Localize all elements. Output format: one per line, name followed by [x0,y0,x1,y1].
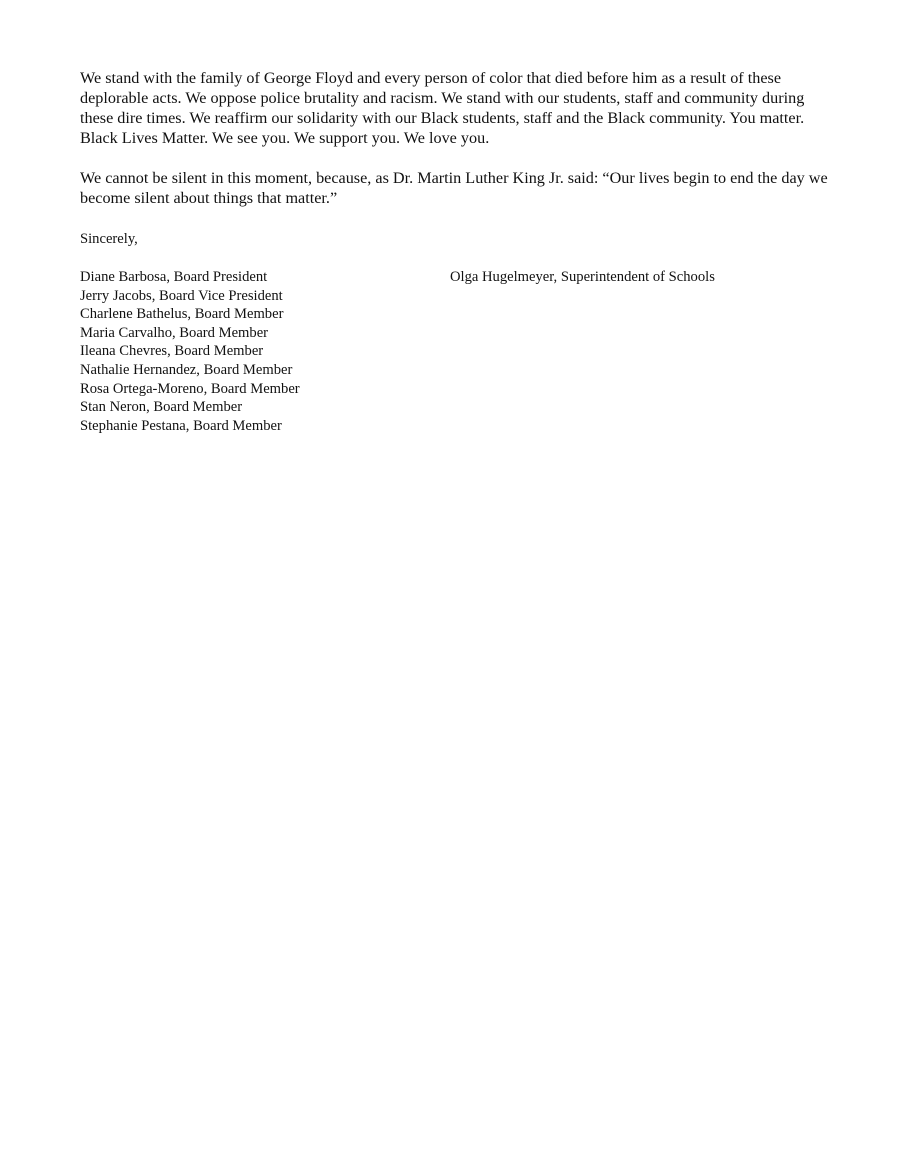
letter-body [80,68,840,438]
signatory-superintendent: Olga Hugelmeyer, Superintendent of Schools [450,269,715,285]
closing-salutation: Sincerely, [80,231,138,247]
signatory-board-member: Charlene Bathelus, Board Member [80,306,284,323]
signatory-board-vice-president: Jerry Jacobs, Board Vice President [80,287,283,304]
statement-paragraph: We stand with the family of George Floyd and every person of color that died before him as a result of these deplorable acts. We oppose police brutality and racism. We stand with our students, staff and community during these dire times. We reaffirm our solidarity with our Black students, staff and the Black community. You matter. Black Lives Matter. We see you. We support you. We love you. [80,69,805,147]
signatory-board-member: Rosa Ortega-Moreno, Board Member [80,380,300,397]
signatory-board-member: Maria Carvalho, Board Member [80,324,269,341]
signatory-board-member: Nathalie Hernandez, Board Member [80,361,293,378]
board-signatory-list [80,268,300,435]
signatory-board-president: Diane Barbosa, Board President [80,269,268,285]
quote-paragraph: We cannot be silent in this moment, because, as Dr. Martin Luther King Jr. said: “Our lives begin to end the day we become silent about things that matter.” [80,169,828,207]
signatory-board-member: Ileana Chevres, Board Member [80,343,264,360]
signatory-board-member: Stephanie Pestana, Board Member [80,417,282,434]
signature-block [80,268,840,438]
signatory-board-member: Stan Neron, Board Member [80,399,243,416]
